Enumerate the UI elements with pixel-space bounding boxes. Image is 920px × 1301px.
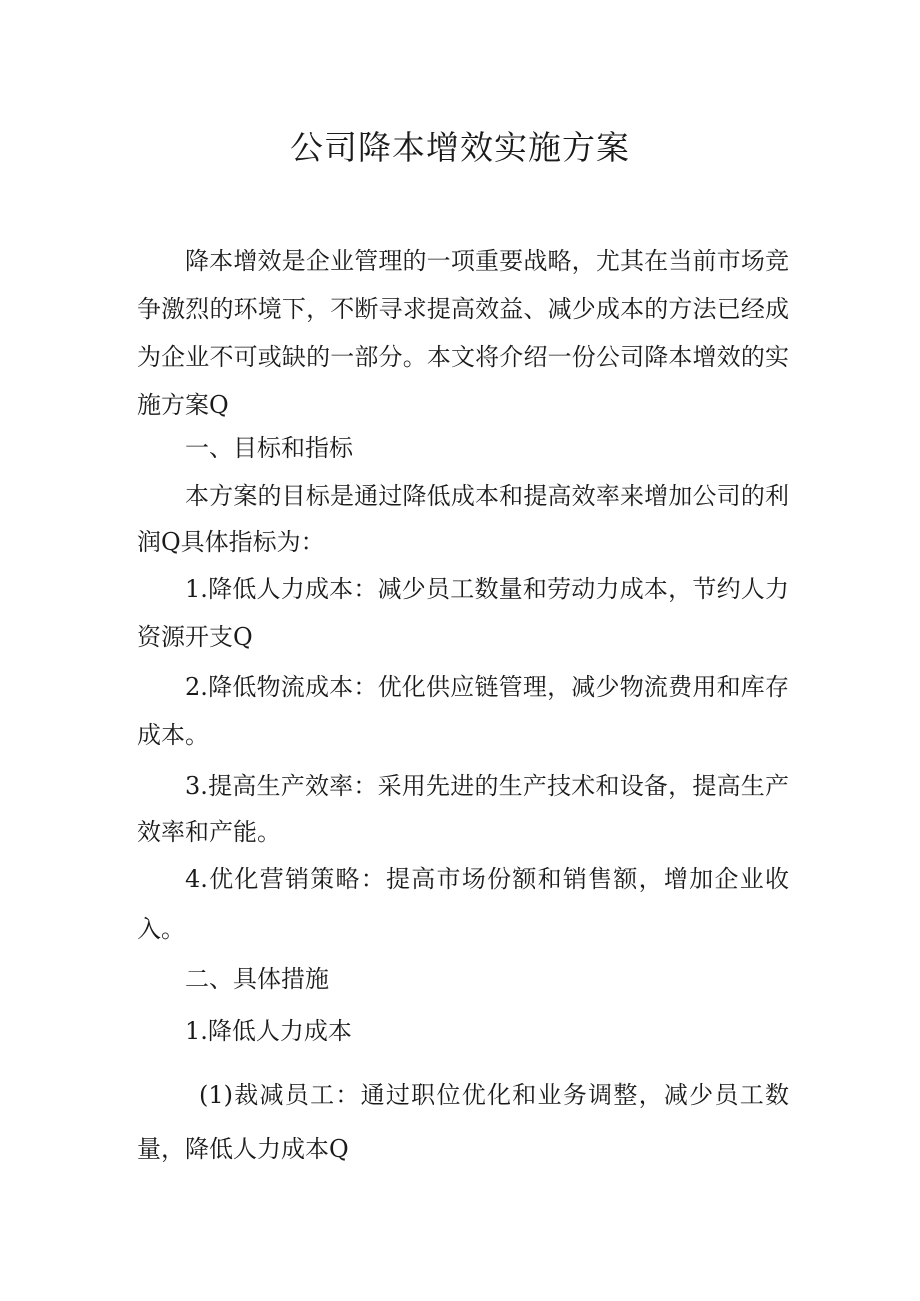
goal-item-1: 1.降低人力成本：减少员工数量和劳动力成本，节约人力资源开支Q (137, 575, 789, 651)
intro-paragraph: 降本增效是企业管理的一项重要战略，尤其在当前市场竞争激烈的环境下，不断寻求提高效益、减少成本的方法已经成为企业不可或缺的一部分。本文将介绍一份公司降本增效的实施方案Q (137, 247, 789, 419)
document-title: 公司降本增效实施方案 (290, 128, 630, 167)
measure-item-1-1: (1)裁减员工：通过职位优化和业务调整，减少员工数量，降低人力成本Q (137, 1081, 789, 1163)
measure-heading-1: 1.降低人力成本 (185, 1017, 352, 1045)
section-heading-measures: 二、具体措施 (185, 965, 329, 993)
section-heading-goals: 一、目标和指标 (185, 434, 353, 462)
goals-paragraph: 本方案的目标是通过降低成本和提高效率来增加公司的利润Q具体指标为： (137, 482, 789, 556)
goal-item-3: 3.提高生产效率：采用先进的生产技术和设备，提高生产效率和产能。 (137, 772, 789, 846)
goal-item-2: 2.降低物流成本：优化供应链管理，减少物流费用和库存成本。 (137, 673, 789, 749)
goal-item-4: 4.优化营销策略：提高市场份额和销售额，增加企业收入。 (137, 865, 789, 943)
